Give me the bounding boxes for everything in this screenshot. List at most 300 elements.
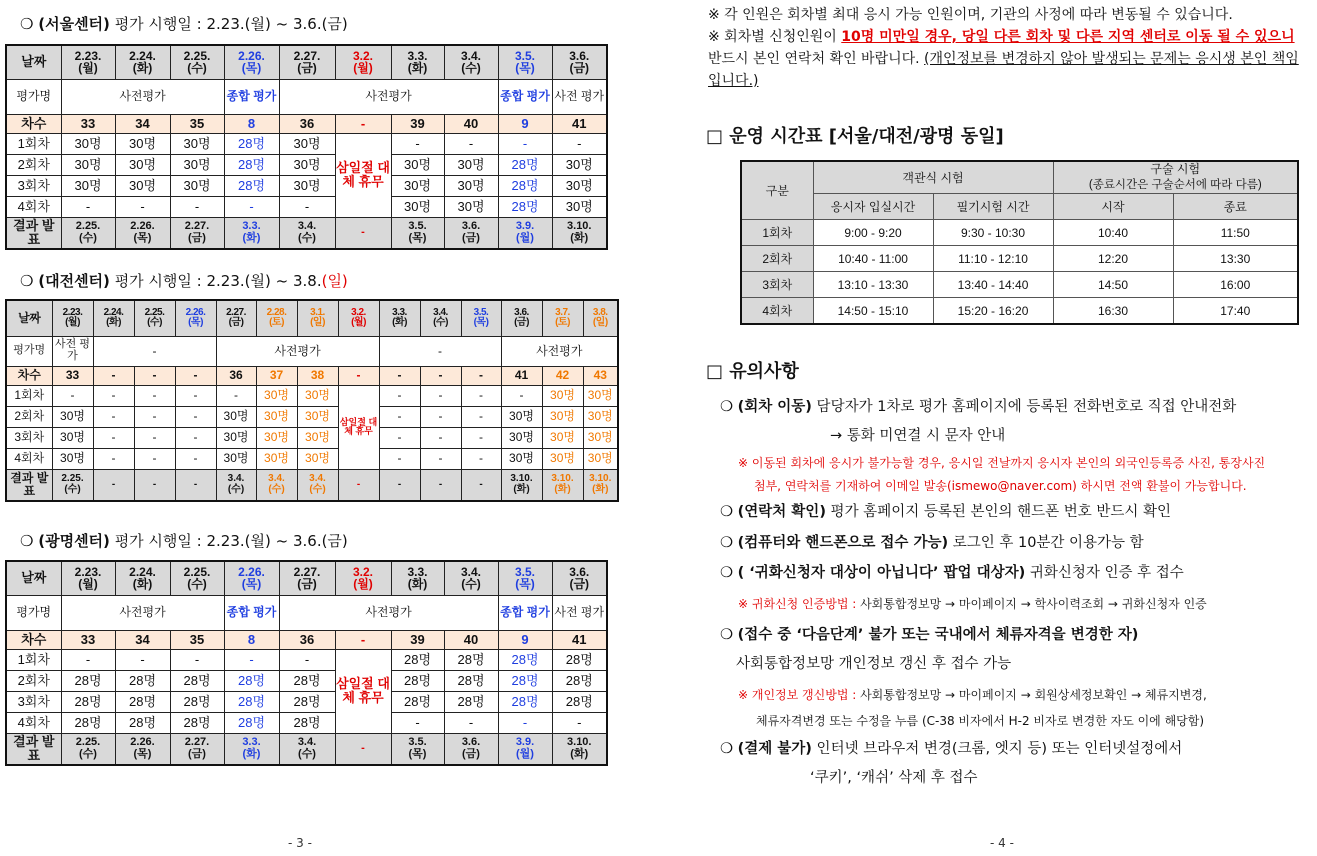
capacity-cell: - (134, 448, 175, 469)
ops-oral-end: 11:50 (1173, 220, 1298, 246)
result-cell (93, 469, 134, 501)
capacity-cell: - (224, 649, 279, 670)
result-cell (175, 469, 216, 501)
capacity-cell: 28명 (279, 691, 335, 712)
capacity-cell: 30명 (542, 385, 583, 406)
cell-line: (화) (392, 317, 407, 329)
cell-line: (금) (297, 61, 317, 76)
cell-line: 3.4. (460, 48, 481, 63)
cell-line: 2.27. (184, 736, 210, 749)
date-cell (256, 300, 297, 336)
caution-item-device: ❍ (컴퓨터와 핸드폰으로 접수 가능) 로그인 후 10분간 이용가능 함 (720, 535, 1144, 551)
capacity-cell: - (61, 196, 115, 217)
capacity-cell: 30명 (61, 175, 115, 196)
capacity-cell: 28명 (224, 133, 279, 154)
capacity-cell: 30명 (444, 154, 498, 175)
capacity-cell: 30명 (61, 154, 115, 175)
cell-line: 2.26. (130, 220, 155, 233)
capacity-cell: 30명 (297, 448, 338, 469)
ops-enter-time: 13:10 - 13:30 (813, 272, 933, 298)
bullet-icon: ❍ (20, 15, 34, 33)
ops-session: 2회차 (741, 246, 813, 272)
result-cell (542, 469, 583, 501)
cell-line: (수) (461, 61, 481, 76)
cell-line: 2.26. (185, 306, 206, 318)
cell-line: 3.4. (297, 736, 317, 749)
capacity-cell: 28명 (391, 670, 444, 691)
date-cell (420, 300, 461, 336)
ops-row (741, 298, 1298, 325)
round-cell: 34 (115, 630, 170, 649)
round-cell: 34 (115, 114, 170, 133)
cell-line: (화) (554, 483, 571, 495)
cell-line: 3.1. (310, 306, 325, 318)
date-cell (224, 45, 279, 79)
caution-item-status: ❍ (접수 중 ‘다음단계’ 불가 또는 국내에서 체류자격을 변경한 자) (720, 627, 1139, 643)
round-cell: - (175, 366, 216, 385)
cell-line: (목) (408, 747, 427, 760)
type-cell: 종합 평가 (224, 79, 279, 114)
type-cell: 사전평가 (279, 79, 498, 114)
caution-update-label: ※ 개인정보 갱신방법 : (738, 688, 861, 702)
capacity-cell: - (175, 385, 216, 406)
result-cell (224, 217, 279, 249)
cell-line: (화) (407, 577, 428, 592)
capacity-cell: 28명 (498, 649, 552, 670)
date-cell (115, 45, 170, 79)
cell-line: (금) (569, 577, 590, 592)
round-label: 차수 (6, 630, 61, 649)
cell-line: 2.27. (293, 564, 321, 579)
cell-line: (목) (241, 577, 262, 592)
session-label: 1회차 (6, 649, 61, 670)
capacity-cell: 30명 (52, 406, 93, 427)
capacity-cell: 30명 (297, 406, 338, 427)
capacity-cell: 28명 (279, 712, 335, 733)
cell-line: (화) (570, 747, 589, 760)
type-label: 평가명 (6, 595, 61, 630)
session-label: 1회차 (6, 133, 61, 154)
type-label: 평가명 (6, 336, 52, 366)
caution-item-move: ❍ (회차 이동) 담당자가 1차로 평가 홈페이지에 등록된 전화번호로 직접 안내전화 (720, 399, 1237, 415)
capacity-cell: - (175, 406, 216, 427)
cell-line: (목) (188, 317, 203, 329)
result-cell (115, 733, 170, 765)
cell-line: 3.4. (460, 564, 481, 579)
capacity-cell: 30명 (552, 175, 607, 196)
cell-line: (화) (242, 747, 261, 760)
cell-line: (수) (227, 483, 245, 495)
capacity-cell: - (93, 448, 134, 469)
cell-line: 3.3. (407, 48, 428, 63)
notice-move-responsibility: (개인정보를 변경하지 않아 발생되는 문제는 응시생 본인 책임입니다.) (708, 51, 1299, 89)
capacity-cell: - (61, 649, 115, 670)
cell-line: 2.26. (238, 48, 265, 63)
capacity-cell: 28명 (498, 670, 552, 691)
capacity-cell: 30명 (583, 406, 618, 427)
caution-device-text: 로그인 후 10분간 이용가능 함 (948, 535, 1144, 551)
cell-line: 2.27. (184, 220, 210, 233)
result-cell (170, 217, 224, 249)
capacity-cell: 28명 (224, 175, 279, 196)
cell-line: (수) (79, 747, 97, 760)
ops-header-enter: 응시자 입실시간 (813, 194, 933, 220)
round-cell: - (335, 114, 391, 133)
cell-line: 2.25. (183, 564, 211, 579)
capacity-cell: 28명 (444, 649, 498, 670)
round-cell: 36 (216, 366, 256, 385)
cell-line: 3.10. (510, 473, 533, 485)
cell-line: (목) (133, 231, 152, 244)
round-cell: - (134, 366, 175, 385)
capacity-cell: 28명 (170, 670, 224, 691)
cell-line: 2.25. (75, 220, 101, 233)
capacity-cell: 30명 (256, 427, 297, 448)
capacity-cell: - (379, 427, 420, 448)
capacity-cell: 28명 (224, 691, 279, 712)
round-cell: - (420, 366, 461, 385)
cell-line: 3.5. (473, 306, 489, 318)
date-cell (498, 561, 552, 595)
cell-line: (화) (132, 577, 153, 592)
date-cell (134, 300, 175, 336)
ops-header-written: 필기시험 시간 (933, 194, 1053, 220)
ops-oral-end: 17:40 (1173, 298, 1298, 325)
ops-oral-start: 14:50 (1053, 272, 1173, 298)
cell-line: 3.3. (242, 220, 261, 233)
session-row (6, 196, 607, 217)
capacity-cell: - (461, 448, 501, 469)
caution-naturalization-path: 사회통합정보망 → 마이페이지 → 학사이력조회 → 귀화신청자 인증 (860, 597, 1207, 611)
cell-line: 3.3. (242, 736, 261, 749)
result-cell (461, 469, 501, 501)
cell-line: (토) (269, 317, 284, 329)
capacity-cell: - (93, 427, 134, 448)
ops-session: 4회차 (741, 298, 813, 325)
result-cell (552, 733, 607, 765)
capacity-cell: 30명 (52, 448, 93, 469)
cell-line: (월) (516, 747, 534, 760)
cell-line: (토) (555, 317, 570, 329)
result-label: 결과 발표 (6, 733, 61, 765)
capacity-cell: 30명 (216, 427, 256, 448)
ops-written-time: 15:20 - 16:20 (933, 298, 1053, 325)
cell-line: (목) (515, 577, 535, 592)
ops-header-oral-note: (종료시간은 구술순서에 따라 다름) (1088, 179, 1262, 191)
cell-line: (월) (353, 577, 373, 592)
type-cell: 사전 평가 (552, 595, 607, 630)
round-label: 차수 (6, 114, 61, 133)
notice-move-warning: 10명 미만일 경우, 당일 다른 회차 및 다른 지역 센터로 이동 될 수 있으니 (841, 29, 1295, 45)
result-cell (335, 217, 391, 249)
caution-contact-label: (연락처 확인) (737, 504, 826, 520)
caution-refund-line1: ※ 이동된 회차에 응시가 불가능할 경우, 응시일 전날까지 응시자 본인의 외국인등록증 사진, 통장사진 (738, 456, 1266, 470)
capacity-cell: 30명 (170, 133, 224, 154)
cell-line: - (193, 478, 198, 490)
cell-line: 2.24. (129, 564, 156, 579)
cell-line: (화) (592, 483, 609, 495)
ops-enter-time: 14:50 - 15:10 (813, 298, 933, 325)
ops-header-end: 종료 (1173, 194, 1298, 220)
capacity-cell: 30명 (542, 406, 583, 427)
cell-line: 3.2. (351, 306, 366, 318)
session-label: 3회차 (6, 175, 61, 196)
date-cell (61, 45, 115, 79)
date-row (6, 300, 618, 336)
type-row (6, 336, 618, 366)
capacity-cell: 30명 (115, 133, 170, 154)
cell-line: (수) (187, 61, 207, 76)
ops-written-time: 9:30 - 10:30 (933, 220, 1053, 246)
capacity-cell: - (444, 133, 498, 154)
result-cell (552, 217, 607, 249)
date-label: 날짜 (6, 561, 61, 595)
notice-move-lead: ※ 회차별 신청인원이 (708, 29, 842, 45)
capacity-cell: 28명 (498, 691, 552, 712)
date-cell (224, 561, 279, 595)
date-cell (498, 45, 552, 79)
cell-line: (화) (242, 231, 261, 244)
cell-line: (금) (462, 747, 480, 760)
date-cell (93, 300, 134, 336)
seoul-title (20, 13, 348, 34)
round-cell: 38 (297, 366, 338, 385)
cell-line: 3.10. (551, 473, 574, 485)
result-cell (338, 469, 379, 501)
cell-line: 2.26. (238, 564, 265, 579)
session-row (6, 175, 607, 196)
type-cell: 사전평가 (61, 79, 224, 114)
round-cell: 40 (444, 114, 498, 133)
result-cell (444, 733, 498, 765)
capacity-cell: - (93, 406, 134, 427)
session-label: 1회차 (6, 385, 52, 406)
ops-row (741, 246, 1298, 272)
cell-line: 3.4. (297, 220, 317, 233)
daejeon-title-tail: (일) (321, 272, 348, 290)
cell-line: 2.23. (62, 306, 83, 318)
result-label: 결과 발표 (6, 469, 52, 501)
date-cell (583, 300, 618, 336)
ops-oral-end: 16:00 (1173, 272, 1298, 298)
round-cell: 8 (224, 630, 279, 649)
capacity-cell: - (498, 133, 552, 154)
session-label: 2회차 (6, 406, 52, 427)
caution-payment-label: (결제 불가) (737, 741, 812, 757)
date-cell (297, 300, 338, 336)
cell-line: - (361, 225, 365, 238)
cell-line: 2.27. (293, 48, 321, 63)
cell-line: 3.3. (407, 564, 428, 579)
capacity-cell: 28명 (61, 712, 115, 733)
session-row (6, 154, 607, 175)
round-cell: 36 (279, 114, 335, 133)
result-cell (420, 469, 461, 501)
capacity-cell: 28명 (498, 196, 552, 217)
capacity-cell: 30명 (61, 133, 115, 154)
capacity-cell: 30명 (297, 427, 338, 448)
caution-item-popup: ❍ ( ‘귀화신청자 대상이 아닙니다’ 팝업 대상자) 귀화신청자 인증 후 접수 (720, 565, 1184, 581)
type-row (6, 595, 607, 630)
cell-line: 2.23. (74, 564, 102, 579)
cell-line: (수) (309, 483, 326, 495)
caution-status-text: 사회통합정보망 개인정보 갱신 후 접수 가능 (736, 656, 1012, 672)
date-cell (279, 45, 335, 79)
result-cell (279, 733, 335, 765)
cell-line: - (397, 478, 402, 490)
ops-section-title: □ 운영 시간표 [서울/대전/광명 동일] (706, 126, 1004, 147)
date-label: 날짜 (6, 45, 61, 79)
cell-line: 2.25. (144, 306, 165, 318)
session-row (6, 670, 607, 691)
caution-update-path2: 체류자격변경 또는 수정을 누름 (C-38 비자에서 H-2 비자로 변경한 자도 이에 해당함) (756, 714, 1205, 728)
round-cell: 37 (256, 366, 297, 385)
type-cell: 사전 평가 (52, 336, 93, 366)
cell-line: 2.27. (226, 306, 246, 318)
cell-line: 2.25. (183, 48, 211, 63)
capacity-cell: 28명 (552, 649, 607, 670)
date-cell (552, 561, 607, 595)
capacity-cell: 30명 (279, 133, 335, 154)
date-cell (216, 300, 256, 336)
capacity-cell: 30명 (170, 154, 224, 175)
cell-line: 3.9. (515, 220, 535, 233)
operation-timetable (740, 160, 1299, 325)
type-cell: 사전평가 (216, 336, 379, 366)
session-row (6, 649, 607, 670)
session-label: 3회차 (6, 427, 52, 448)
cell-line: 3.4. (433, 306, 448, 318)
capacity-cell: 30명 (501, 448, 542, 469)
date-cell (335, 561, 391, 595)
cell-line: 3.3. (392, 306, 407, 318)
ops-session: 1회차 (741, 220, 813, 246)
capacity-cell: 28명 (444, 691, 498, 712)
capacity-cell: 28명 (115, 691, 170, 712)
session-label: 4회차 (6, 448, 52, 469)
capacity-cell: 30명 (444, 196, 498, 217)
bullet-icon: ❍ (20, 272, 34, 290)
capacity-cell: 30명 (501, 406, 542, 427)
result-row (6, 733, 607, 765)
capacity-cell: - (93, 385, 134, 406)
caution-naturalization-method (738, 595, 1207, 612)
session-label: 4회차 (6, 196, 61, 217)
seoul-title-name: (서울센터) (38, 15, 110, 33)
cell-line: 3.2. (352, 564, 373, 579)
type-cell: 종합 평가 (224, 595, 279, 630)
caution-update-path: 사회통합정보망 → 마이페이지 → 회원상세정보확인 → 체류지변경, (860, 688, 1207, 702)
result-row (6, 469, 618, 501)
cell-line: 3.8. (592, 306, 608, 318)
capacity-cell: - (52, 385, 93, 406)
round-cell: 42 (542, 366, 583, 385)
result-cell (444, 217, 498, 249)
round-cell: - (93, 366, 134, 385)
gwangmyeong-title (20, 530, 348, 551)
cell-line: (목) (473, 317, 489, 329)
session-row (6, 448, 618, 469)
capacity-cell: 28명 (498, 154, 552, 175)
cell-line: (월) (516, 231, 534, 244)
result-cell (498, 733, 552, 765)
capacity-cell: - (461, 406, 501, 427)
round-label: 차수 (6, 366, 52, 385)
ops-header-objective: 객관식 시험 (813, 161, 1053, 194)
caution-device-label: (컴퓨터와 핸드폰으로 접수 가능) (737, 535, 949, 551)
caution-popup-text: 귀화신청자 인증 후 접수 (1025, 565, 1184, 581)
gwangmyeong-title-name: (광명센터) (38, 532, 110, 550)
round-cell: - (379, 366, 420, 385)
capacity-cell: - (134, 427, 175, 448)
capacity-cell: 30명 (391, 154, 444, 175)
cell-line: 2.25. (75, 736, 101, 749)
capacity-cell: - (175, 427, 216, 448)
capacity-cell: - (420, 448, 461, 469)
session-row (6, 691, 607, 712)
caution-naturalization-label: ※ 귀화신청 인증방법 : (738, 597, 861, 611)
capacity-cell: - (501, 385, 542, 406)
cell-line: (목) (408, 231, 427, 244)
cell-line: 3.4. (268, 473, 285, 485)
date-cell (391, 561, 444, 595)
capacity-cell: 28명 (224, 670, 279, 691)
cell-line: 2.24. (103, 306, 124, 318)
capacity-cell: 28명 (224, 712, 279, 733)
capacity-cell: 30명 (279, 175, 335, 196)
gwangmyeong-title-dates: 평가 시행일 : 2.23.(월) ~ 3.6.(금) (114, 532, 348, 550)
capacity-cell: 28명 (498, 175, 552, 196)
cell-line: 3.6. (461, 220, 481, 233)
cell-line: - (152, 478, 157, 490)
capacity-cell: 30명 (216, 448, 256, 469)
caution-move-label: (회차 이동) (737, 399, 812, 415)
round-cell: 39 (391, 114, 444, 133)
result-cell (216, 469, 256, 501)
capacity-cell: 30명 (297, 385, 338, 406)
capacity-cell: 30명 (501, 427, 542, 448)
capacity-cell: - (391, 133, 444, 154)
round-cell: 33 (61, 114, 115, 133)
capacity-cell: - (175, 448, 216, 469)
cell-line: 3.10. (589, 473, 612, 485)
session-label: 2회차 (6, 154, 61, 175)
result-cell (379, 469, 420, 501)
result-row (6, 217, 607, 249)
daejeon-schedule-table (5, 299, 619, 502)
cell-line: (금) (569, 61, 590, 76)
ops-header-oral (1053, 161, 1298, 194)
result-cell (170, 733, 224, 765)
result-cell (297, 469, 338, 501)
session-row (6, 712, 607, 733)
capacity-cell: 30명 (542, 427, 583, 448)
ops-oral-end: 13:30 (1173, 246, 1298, 272)
date-cell (552, 45, 607, 79)
ops-oral-start: 16:30 (1053, 298, 1173, 325)
ops-header-oral-label: 구술 시험 (1150, 162, 1201, 176)
capacity-cell: 30명 (583, 427, 618, 448)
date-cell (52, 300, 93, 336)
caution-move-sms: → 통화 미연결 시 문자 안내 (830, 428, 1006, 444)
capacity-cell: - (420, 385, 461, 406)
cell-line: (수) (268, 483, 285, 495)
session-label: 3회차 (6, 691, 61, 712)
cell-line: (월) (351, 317, 366, 329)
cell-line: 2.25. (61, 473, 84, 485)
cell-line: (월) (353, 61, 373, 76)
round-row (6, 366, 618, 385)
